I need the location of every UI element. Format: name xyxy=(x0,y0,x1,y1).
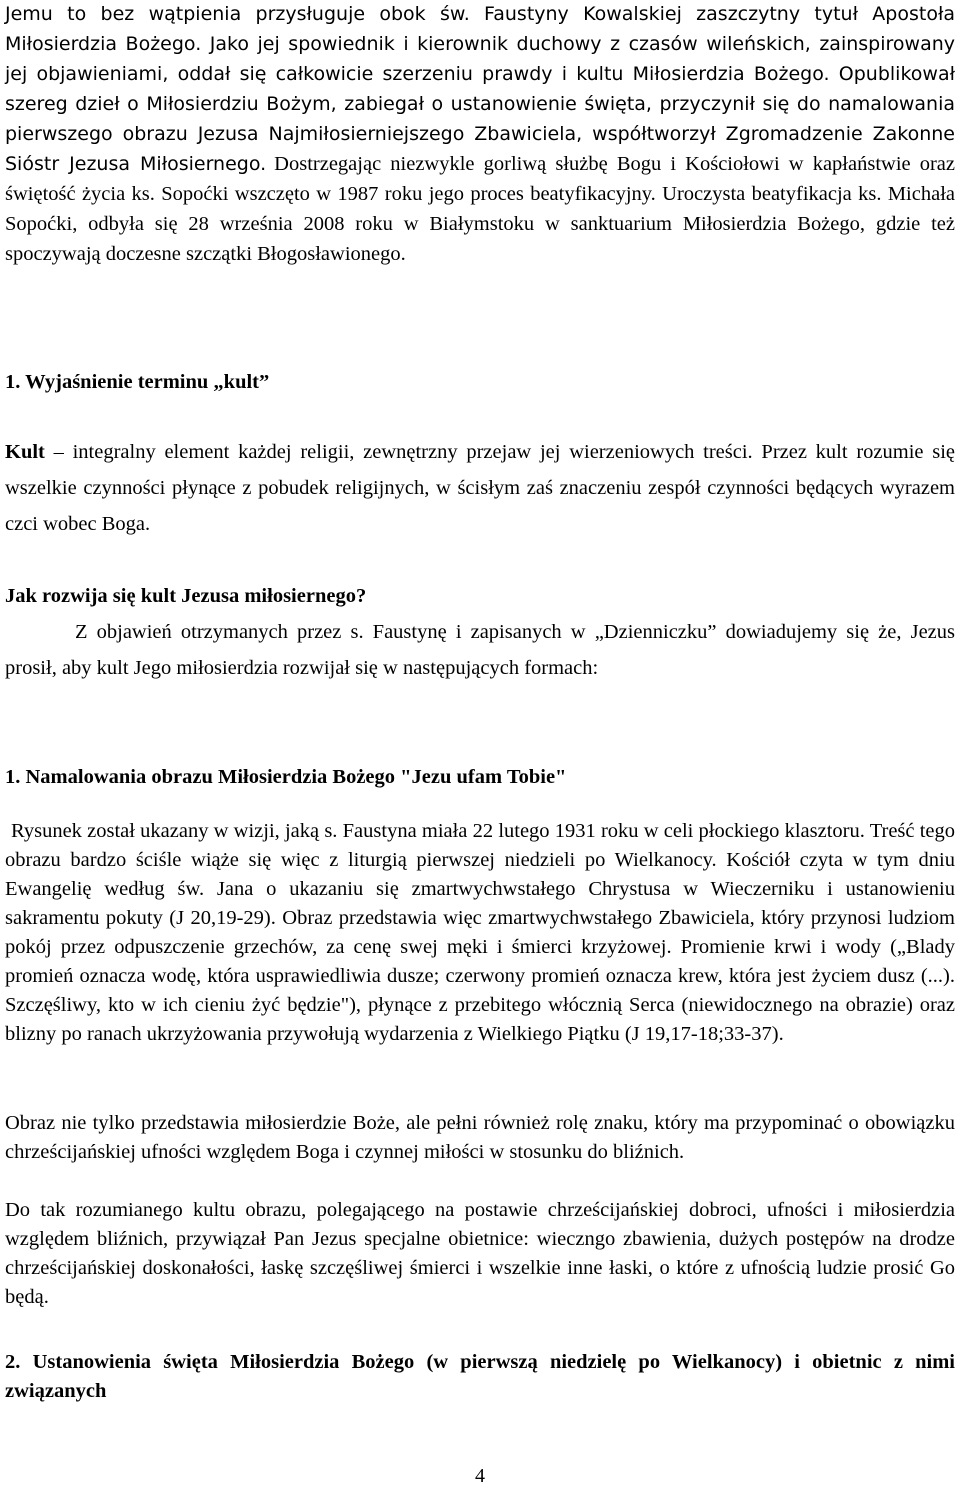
kult-definition-text: – integralny element każdej religii, zewnętrzny przejaw jej wierzeniowych treści. Przez kult rozumie się wszelkie czynności płynące z pobudek religijnych, w ścisłym zaś znaczeniu zespół czynności będących wyrazem czci wobec Boga. xyxy=(5,441,955,535)
intro-paragraph xyxy=(5,0,955,270)
section1-heading: 1. Wyjaśnienie terminu „kult” xyxy=(5,371,270,393)
intro-sans-text: Jemu to bez wątpienia przysługuje obok św. Faustyny Kowalskiej zaszczytny tytuł Apostoła Miłosierdzia Bożego. Jako jej spowiednik i kierownik duchowy z czasów wileńskich, zainspirowany jej objawieniami, oddał się całkowicie szerzeniu prawdy i kultu Miłosierdzia Bożego. Opublikował szereg dzieł o Miłosierdziu Bożym, zabiegał o ustanowienie święta, przyczynił się do namalowania pierwszego obrazu Jezusa Najmiłosierniejszego Zbawiciela, współtworzył Zgromadzenie Zakonne Sióstr Jezusa Miłosiernego. xyxy=(5,3,955,175)
question-heading: Jak rozwija się kult Jezusa miłosiernego? xyxy=(5,585,367,607)
point2-heading: 2. Ustanowienia święta Miłosierdzia Bożego (w pierwszą niedzielę po Wielkanocy) i obietnic z nimi związanych xyxy=(5,1351,955,1402)
page-number: 4 xyxy=(475,1465,485,1487)
kult-definition xyxy=(5,434,955,542)
intro-serif-text: Dostrzegając niezwykle gorliwą służbę Bogu i Kościołowi w kapłaństwie oraz świętość życia ks. Sopoćki wszczęto w 1987 roku jego proces beatyfikacyjny. Uroczysta beatyfikacja ks. Michała Sopoćki, odbyła się 28 września 2008 roku w Białymstoku w sanktuarium Miłosierdzia Bożego, gdzie też spoczywają doczesne szczątki Błogosławionego. xyxy=(5,153,955,265)
point1-paragraph-1: Rysunek został ukazany w wizji, jaką s. Faustyna miała 22 lutego 1931 roku w celi płockiego klasztoru. Treść tego obrazu bardzo ściśle wiąże się więc z liturgią pierwszej niedzieli po Wielkanocy. Kościół czyta w tym dniu Ewangelię według św. Jana o ukazaniu się zmartwychwstałego Chrystusa w Wieczerniku i ustanowieniu sakramentu pokuty (J 20,19-29). Obraz przedstawia więc zmartwychwstałego Zbawiciela, który przynosi ludziom pokój przez odpuszczenie grzechów, za cenę swej męki i śmierci krzyżowej. Promienie krwi i wody („Blady promień oznacza wodę, która usprawiedliwia dusze; czerwony promień oznacza krew, która jest życiem dusz (...). Szczęśliwy, kto w ich cieniu żyć będzie"), płynące z przebitego włócznią Serca (niewidocznego na obrazie) oraz blizny po ranach ukrzyżowania przywołują wydarzenia z Wielkiego Piątku (J 19,17-18;33-37). xyxy=(5,820,955,1045)
point1-paragraph-3: Do tak rozumianego kultu obrazu, polegającego na postawie chrześcijańskiej dobroci, ufności i miłosierdzia względem bliźnich, przywiązał Pan Jezus specjalne obietnice: wieczngo zbawienia, dużych postępów na drodze chrześcijańskiej doskonałości, łaskę szczęśliwej śmierci i wszelkie inne łaski, o które z ufnością ludzie prosić Go będą. xyxy=(5,1199,955,1308)
point1-heading: 1. Namalowania obrazu Miłosierdzia Bożego "Jezu ufam Tobie" xyxy=(5,766,567,788)
point1-paragraph-2: Obraz nie tylko przedstawia miłosierdzie Boże, ale pełni również rolę znaku, który ma przypominać o obowiązku chrześcijańskiej ufności względem Boga i czynnej miłości w stosunku do bliźnich. xyxy=(5,1112,955,1163)
question-answer: Z objawień otrzymanych przez s. Faustynę i zapisanych w „Dzienniczku” dowiadujemy się że, Jezus prosił, aby kult Jego miłosierdzia rozwijał się w następujących formach: xyxy=(5,621,955,679)
kult-term: Kult xyxy=(5,441,45,463)
